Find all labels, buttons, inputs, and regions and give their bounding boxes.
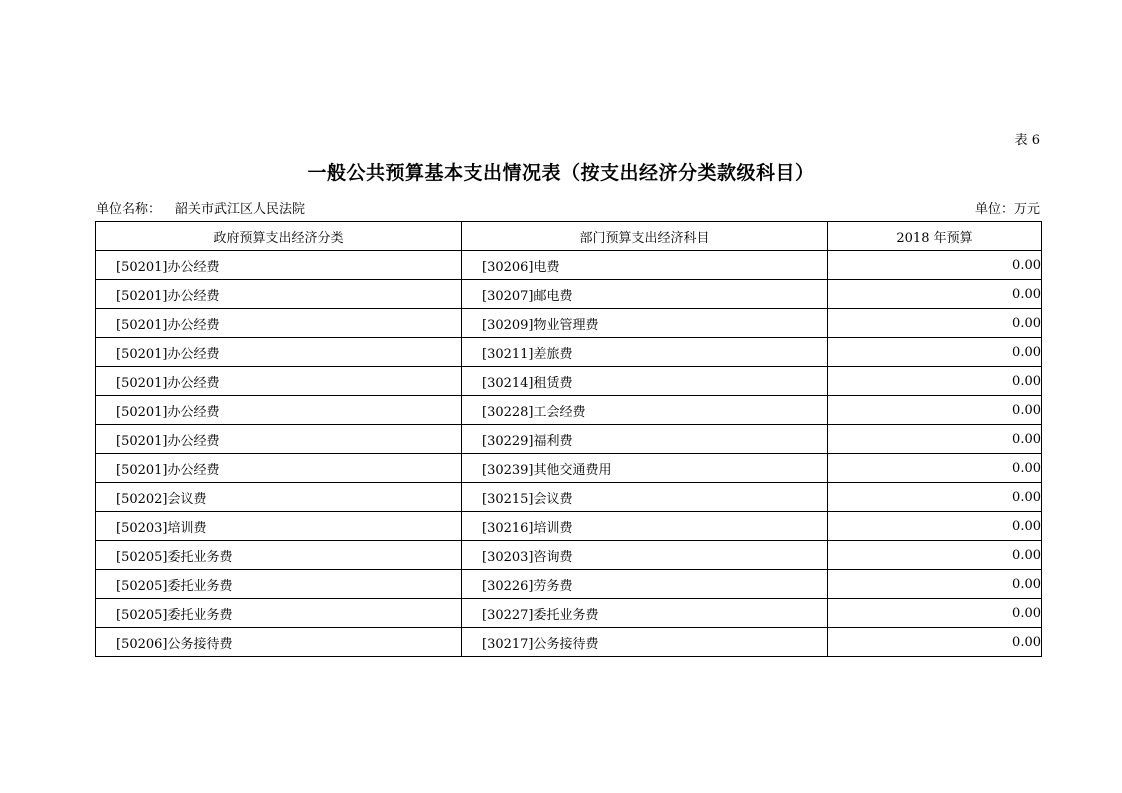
gov-class-cell: [50201]办公经费 bbox=[96, 367, 462, 396]
dept-item-cell: [30226]劳务费 bbox=[462, 570, 828, 599]
table-row bbox=[96, 541, 1042, 570]
dept-item-cell: [30229]福利费 bbox=[462, 425, 828, 454]
budget-amount-cell: 0.00 bbox=[828, 338, 1042, 367]
gov-class-cell: [50205]委托业务费 bbox=[96, 570, 462, 599]
dept-item-cell: [30214]租赁费 bbox=[462, 367, 828, 396]
budget-amount-cell: 0.00 bbox=[828, 309, 1042, 338]
gov-class-cell: [50201]办公经费 bbox=[96, 425, 462, 454]
dept-item-cell: [30207]邮电费 bbox=[462, 280, 828, 309]
column-header-budget-2018: 2018 年预算 bbox=[828, 222, 1042, 251]
table-header-row bbox=[96, 222, 1042, 251]
dept-item-cell: [30211]差旅费 bbox=[462, 338, 828, 367]
gov-class-cell: [50201]办公经费 bbox=[96, 309, 462, 338]
budget-amount-cell: 0.00 bbox=[828, 483, 1042, 512]
dept-item-cell: [30217]公务接待费 bbox=[462, 628, 828, 657]
gov-class-cell: [50202]会议费 bbox=[96, 483, 462, 512]
table-row bbox=[96, 425, 1042, 454]
gov-class-cell: [50203]培训费 bbox=[96, 512, 462, 541]
gov-class-cell: [50205]委托业务费 bbox=[96, 599, 462, 628]
table-body bbox=[96, 251, 1042, 657]
table-row bbox=[96, 396, 1042, 425]
dept-item-cell: [30206]电费 bbox=[462, 251, 828, 280]
dept-item-cell: [30215]会议费 bbox=[462, 483, 828, 512]
unit-name bbox=[96, 198, 305, 217]
table-row bbox=[96, 338, 1042, 367]
budget-amount-cell: 0.00 bbox=[828, 396, 1042, 425]
budget-amount-cell: 0.00 bbox=[828, 367, 1042, 396]
unit-name-label: 单位名称： bbox=[96, 202, 162, 217]
table-row bbox=[96, 280, 1042, 309]
gov-class-cell: [50206]公务接待费 bbox=[96, 628, 462, 657]
budget-amount-cell: 0.00 bbox=[828, 425, 1042, 454]
budget-amount-cell: 0.00 bbox=[828, 512, 1042, 541]
dept-item-cell: [30203]咨询费 bbox=[462, 541, 828, 570]
table-number: 表 6 bbox=[1014, 133, 1040, 148]
gov-class-cell: [50201]办公经费 bbox=[96, 338, 462, 367]
table-row bbox=[96, 483, 1042, 512]
table-row bbox=[96, 309, 1042, 338]
column-header-dept-item: 部门预算支出经济科目 bbox=[462, 222, 828, 251]
gov-class-cell: [50201]办公经费 bbox=[96, 280, 462, 309]
budget-amount-cell: 0.00 bbox=[828, 251, 1042, 280]
budget-table bbox=[95, 221, 1042, 657]
table-row bbox=[96, 628, 1042, 657]
gov-class-cell: [50201]办公经费 bbox=[96, 454, 462, 483]
dept-item-cell: [30216]培训费 bbox=[462, 512, 828, 541]
budget-amount-cell: 0.00 bbox=[828, 628, 1042, 657]
gov-class-cell: [50201]办公经费 bbox=[96, 251, 462, 280]
column-header-gov-class: 政府预算支出经济分类 bbox=[96, 222, 462, 251]
dept-item-cell: [30239]其他交通费用 bbox=[462, 454, 828, 483]
table-row bbox=[96, 367, 1042, 396]
table-row bbox=[96, 454, 1042, 483]
table-row bbox=[96, 251, 1042, 280]
gov-class-cell: [50201]办公经费 bbox=[96, 396, 462, 425]
dept-item-cell: [30209]物业管理费 bbox=[462, 309, 828, 338]
budget-amount-cell: 0.00 bbox=[828, 280, 1042, 309]
table-row bbox=[96, 570, 1042, 599]
dept-item-cell: [30227]委托业务费 bbox=[462, 599, 828, 628]
gov-class-cell: [50205]委托业务费 bbox=[96, 541, 462, 570]
dept-item-cell: [30228]工会经费 bbox=[462, 396, 828, 425]
budget-amount-cell: 0.00 bbox=[828, 570, 1042, 599]
page-title: 一般公共预算基本支出情况表（按支出经济分类款级科目） bbox=[307, 162, 815, 184]
budget-amount-cell: 0.00 bbox=[828, 541, 1042, 570]
table-row bbox=[96, 599, 1042, 628]
unit-label: 单位：万元 bbox=[974, 202, 1040, 217]
budget-amount-cell: 0.00 bbox=[828, 454, 1042, 483]
budget-amount-cell: 0.00 bbox=[828, 599, 1042, 628]
unit-name-value: 韶关市武江区人民法院 bbox=[175, 202, 306, 217]
meta-row bbox=[96, 198, 1040, 216]
table-row bbox=[96, 512, 1042, 541]
